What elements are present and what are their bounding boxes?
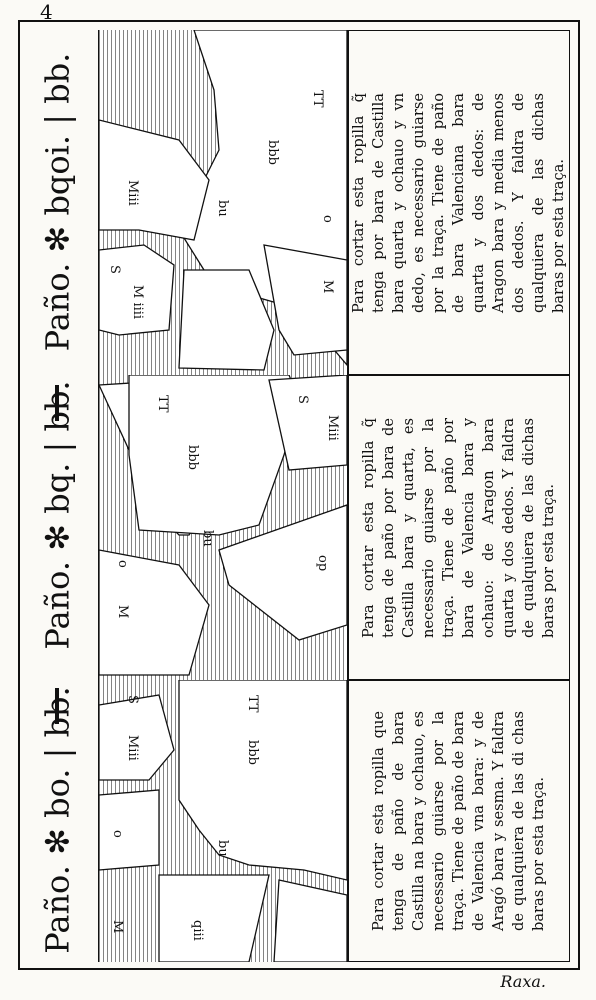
pattern-title-3: Paño. ✻ bo. | bb. <box>38 685 77 954</box>
label-miii: Miii <box>325 415 340 441</box>
label-miiii: M iiii <box>130 285 145 320</box>
label-bu: bu <box>215 840 230 857</box>
description-block-1 <box>348 30 570 375</box>
label-tt: TT <box>245 695 260 713</box>
label-qiii: qiii <box>190 920 205 941</box>
label-s: S <box>295 395 310 404</box>
label-bbb: bbb <box>245 740 260 765</box>
description-text-3: Para cortar esta ropilla que tenga de paño de bara Castilla na bara y ochauo, es necessario guiarse por la traça. Tiene de paño de bara de Valencia vna bara: y de Aragó bara y sesma. Y faldra de qualquiera de las di chas baras por esta traça. <box>370 711 547 931</box>
collar-piece <box>159 875 269 962</box>
pattern-title-1: Paño. ✻ bqoi. | bb. <box>38 52 77 352</box>
label-bbb: bbb <box>185 445 200 470</box>
page-footer: Raxa. <box>500 972 546 991</box>
description-text-1: Para cortar esta ropilla q̃ tenga por bara de Castilla bara quarta y ochauo y vn dedo, es necessario guiarse por la traça. Tiene de paño de bara Valenciana bara quarta y dos dedos: de Aragon bara y media menos dos dedos. Y faldra de qualquiera de las dichas baras por esta traça. <box>350 92 567 313</box>
pattern-diagram-2-svg <box>99 375 347 680</box>
pattern-diagram-3-svg <box>99 680 347 962</box>
title-strip <box>20 22 95 967</box>
label-bbb: bbb <box>265 140 280 165</box>
side-piece <box>99 790 159 870</box>
pattern-diagram-1-svg <box>99 30 347 375</box>
label-bu: bu <box>215 200 230 217</box>
label-m: M <box>110 920 125 934</box>
label-tt: TT <box>155 395 170 413</box>
pattern-diagram-1 <box>98 30 348 375</box>
pattern-diagram-2 <box>98 375 348 680</box>
label-o: o <box>320 215 335 223</box>
pattern-title-2: Paño. ✻ bq. | bb. <box>38 379 77 650</box>
label-m: M <box>320 280 335 294</box>
pattern-diagram-3 <box>98 680 348 962</box>
description-block-2 <box>348 375 570 680</box>
label-miii: Miii <box>125 180 140 206</box>
description-block-3 <box>348 680 570 962</box>
label-m: M <box>115 605 130 619</box>
label-bu: bu <box>200 530 215 547</box>
description-text-2: Para cortar esta ropilla q̃ tenga de paño por bara de Castilla bara y quarta, es necessario guiarse por la traça. Tiene de paño por bara de Valencia bara y ochauo: de Aragon bara quarta y dos dedos. Y faldra de qualquiera de las dichas baras por esta traça. <box>360 417 557 638</box>
label-o: o <box>115 560 130 568</box>
label-s: S <box>107 265 122 274</box>
label-miii: Miii <box>125 735 140 761</box>
label-o: o <box>110 830 125 838</box>
flap-piece <box>274 880 347 962</box>
label-s: S <box>125 695 140 704</box>
label-op: op <box>315 555 330 572</box>
page-number: 4 <box>40 0 53 24</box>
label-tt: TT <box>310 90 325 108</box>
